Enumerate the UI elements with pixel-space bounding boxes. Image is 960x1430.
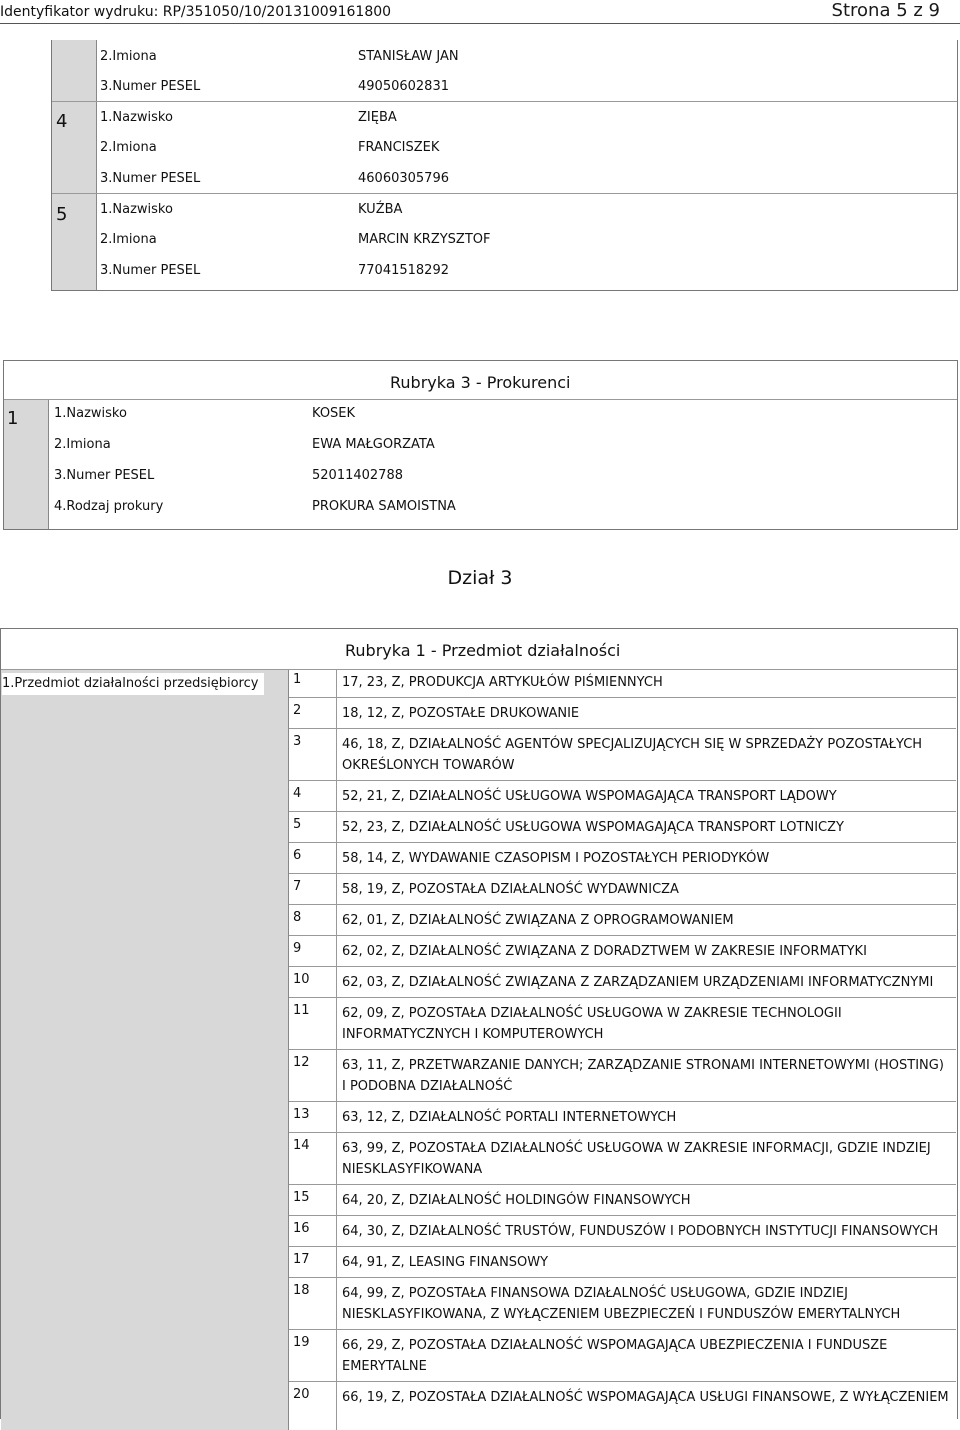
row-divider (289, 811, 956, 812)
activity-text: 46, 18, Z, DZIAŁALNOŚĆ AGENTÓW SPECJALIZUJĄCYCH SIĘ W SPRZEDAŻY POZOSTAŁYCH OKREŚLONYCH TOWARÓW (342, 737, 923, 773)
activity-number: 1 (293, 672, 302, 687)
field-label: 2.Imiona (98, 46, 157, 68)
entry-number: 5 (56, 204, 68, 225)
field-label: 1.Nazwisko (52, 403, 127, 425)
activity-text: 52, 21, Z, DZIAŁALNOŚĆ USŁUGOWA WSPOMAGAJĄCA TRANSPORT LĄDOWY (342, 789, 837, 804)
activity-text: 64, 91, Z, LEASING FINANSOWY (342, 1255, 549, 1270)
row-divider (289, 1132, 956, 1133)
row-divider (289, 904, 956, 905)
activity-number: 15 (293, 1190, 310, 1205)
activity-text: 58, 19, Z, POZOSTAŁA DZIAŁALNOŚĆ WYDAWNICZA (342, 882, 679, 897)
activity-text: 66, 29, Z, POZOSTAŁA DZIAŁALNOŚĆ WSPOMAGAJĄCA UBEZPIECZENIA I FUNDUSZE EMERYTALNE (342, 1338, 888, 1374)
activity-text: 66, 19, Z, POZOSTAŁA DZIAŁALNOŚĆ WSPOMAGAJĄCA USŁUGI FINANSOWE, Z WYŁĄCZENIEM (342, 1390, 949, 1405)
field-label: 3.Numer PESEL (98, 76, 200, 98)
activity-text: 62, 01, Z, DZIAŁALNOŚĆ ZWIĄZANA Z OPROGRAMOWANIEM (342, 913, 734, 928)
field-label: 4.Rodzaj prokury (52, 496, 163, 518)
row-divider (289, 1246, 956, 1247)
section-title: Rubryka 3 - Prokurenci (390, 373, 571, 392)
field-label: 3.Numer PESEL (52, 465, 154, 487)
row-divider (289, 997, 956, 998)
row-divider (289, 1329, 956, 1330)
row-divider (289, 1184, 956, 1185)
row-divider (52, 193, 957, 194)
activity-text: 63, 11, Z, PRZETWARZANIE DANYCH; ZARZĄDZANIE STRONAMI INTERNETOWYMI (HOSTING) I PODOBNA DZIAŁALNOŚĆ (342, 1058, 944, 1094)
field-value: FRANCISZEK (358, 140, 440, 155)
field-value: KUŹBA (358, 202, 403, 217)
row-divider (289, 873, 956, 874)
przedmiot-label-column (1, 670, 289, 1430)
activity-text: 63, 12, Z, DZIAŁALNOŚĆ PORTALI INTERNETOWYCH (342, 1110, 677, 1125)
activity-text: 58, 14, Z, WYDAWANIE CZASOPISM I POZOSTAŁYCH PERIODYKÓW (342, 851, 770, 866)
prokurenci-table (3, 360, 958, 530)
row-divider (289, 697, 956, 698)
activity-number: 11 (293, 1003, 310, 1018)
row-divider (289, 935, 956, 936)
activity-text: 62, 03, Z, DZIAŁALNOŚĆ ZWIĄZANA Z ZARZĄDZANIEM URZĄDZENIAMI INFORMATYCZNYMI (342, 975, 934, 990)
activity-text: 17, 23, Z, PRODUKCJA ARTYKUŁÓW PIŚMIENNYCH (342, 675, 663, 690)
row-divider (289, 1215, 956, 1216)
activity-number: 9 (293, 941, 302, 956)
section-heading: Dział 3 (447, 567, 513, 589)
field-label: 1.Nazwisko (98, 107, 173, 129)
field-label: 2.Imiona (98, 229, 157, 251)
field-value: 46060305796 (358, 171, 449, 186)
activity-number: 20 (293, 1387, 310, 1402)
activity-number: 4 (293, 786, 302, 801)
row-divider (289, 780, 956, 781)
activity-text: 63, 99, Z, POZOSTAŁA DZIAŁALNOŚĆ USŁUGOWA W ZAKRESIE INFORMACJI, GDZIE INDZIEJ NIESKLASYFIKOWANA (342, 1141, 931, 1177)
column-divider (336, 670, 337, 1430)
przedmiot-table (0, 628, 958, 1419)
activity-text: 64, 30, Z, DZIAŁALNOŚĆ TRUSTÓW, FUNDUSZÓW I PODOBNYCH INSTYTUCJI FINANSOWYCH (342, 1224, 939, 1239)
row-divider (289, 1381, 956, 1382)
entry-number: 4 (56, 111, 68, 132)
entry-number: 1 (7, 408, 19, 429)
persons-number-column (52, 40, 97, 290)
activity-text: 52, 23, Z, DZIAŁALNOŚĆ USŁUGOWA WSPOMAGAJĄCA TRANSPORT LOTNICZY (342, 820, 844, 835)
field-value: PROKURA SAMOISTNA (312, 499, 456, 514)
field-value: 49050602831 (358, 79, 449, 94)
activity-text: 64, 20, Z, DZIAŁALNOŚĆ HOLDINGÓW FINANSOWYCH (342, 1193, 691, 1208)
activity-text: 64, 99, Z, POZOSTAŁA FINANSOWA DZIAŁALNOŚĆ USŁUGOWA, GDZIE INDZIEJ NIESKLASYFIKOWANA, Z WYŁĄCZENIEM UBEZPIECZEŃ I FUNDUSZÓW EMERYTALNYCH (342, 1286, 901, 1322)
field-value: EWA MAŁGORZATA (312, 437, 435, 452)
activity-number: 13 (293, 1107, 310, 1122)
field-label: 2.Imiona (52, 434, 111, 456)
activity-text: 62, 09, Z, POZOSTAŁA DZIAŁALNOŚĆ USŁUGOWA W ZAKRESIE TECHNOLOGII INFORMATYCZNYCH I KOMPUTEROWYCH (342, 1006, 842, 1042)
field-value: KOSEK (312, 406, 356, 421)
activity-number: 6 (293, 848, 302, 863)
row-divider (289, 842, 956, 843)
field-value: STANISŁAW JAN (358, 49, 459, 64)
row-divider (52, 101, 957, 102)
activity-number: 3 (293, 734, 302, 749)
activity-number: 10 (293, 972, 310, 987)
activity-text: 62, 02, Z, DZIAŁALNOŚĆ ZWIĄZANA Z DORADZTWEM W ZAKRESIE INFORMATYKI (342, 944, 867, 959)
activity-number: 16 (293, 1221, 310, 1236)
field-value: MARCIN KRZYSZTOF (358, 232, 491, 247)
activity-text: 18, 12, Z, POZOSTAŁE DRUKOWANIE (342, 706, 580, 721)
field-label: 3.Numer PESEL (98, 168, 200, 190)
row-divider (4, 399, 957, 400)
header-divider (0, 23, 960, 24)
row-divider (289, 1049, 956, 1050)
row-divider (289, 728, 956, 729)
activity-number: 18 (293, 1283, 310, 1298)
activity-number: 8 (293, 910, 302, 925)
field-value: 52011402788 (312, 468, 403, 483)
print-identifier: Identyfikator wydruku: RP/351050/10/20131009161800 (0, 4, 392, 20)
activity-number: 12 (293, 1055, 310, 1070)
field-value: 77041518292 (358, 263, 449, 278)
activity-number: 7 (293, 879, 302, 894)
field-label: 3.Numer PESEL (98, 260, 200, 282)
activity-number: 5 (293, 817, 302, 832)
activity-number: 19 (293, 1335, 310, 1350)
field-label: 1.Przedmiot działalności przedsiębiorcy (2, 673, 264, 695)
row-divider (289, 1101, 956, 1102)
activity-number: 17 (293, 1252, 310, 1267)
persons-table (51, 40, 958, 291)
field-label: 1.Nazwisko (98, 199, 173, 221)
section-title: Rubryka 1 - Przedmiot działalności (345, 641, 621, 660)
row-divider (289, 966, 956, 967)
row-divider (289, 1277, 956, 1278)
activity-number: 2 (293, 703, 302, 718)
field-label: 2.Imiona (98, 137, 157, 159)
page-number: Strona 5 z 9 (831, 0, 940, 21)
activity-number: 14 (293, 1138, 310, 1153)
field-value: ZIĘBA (358, 110, 397, 125)
